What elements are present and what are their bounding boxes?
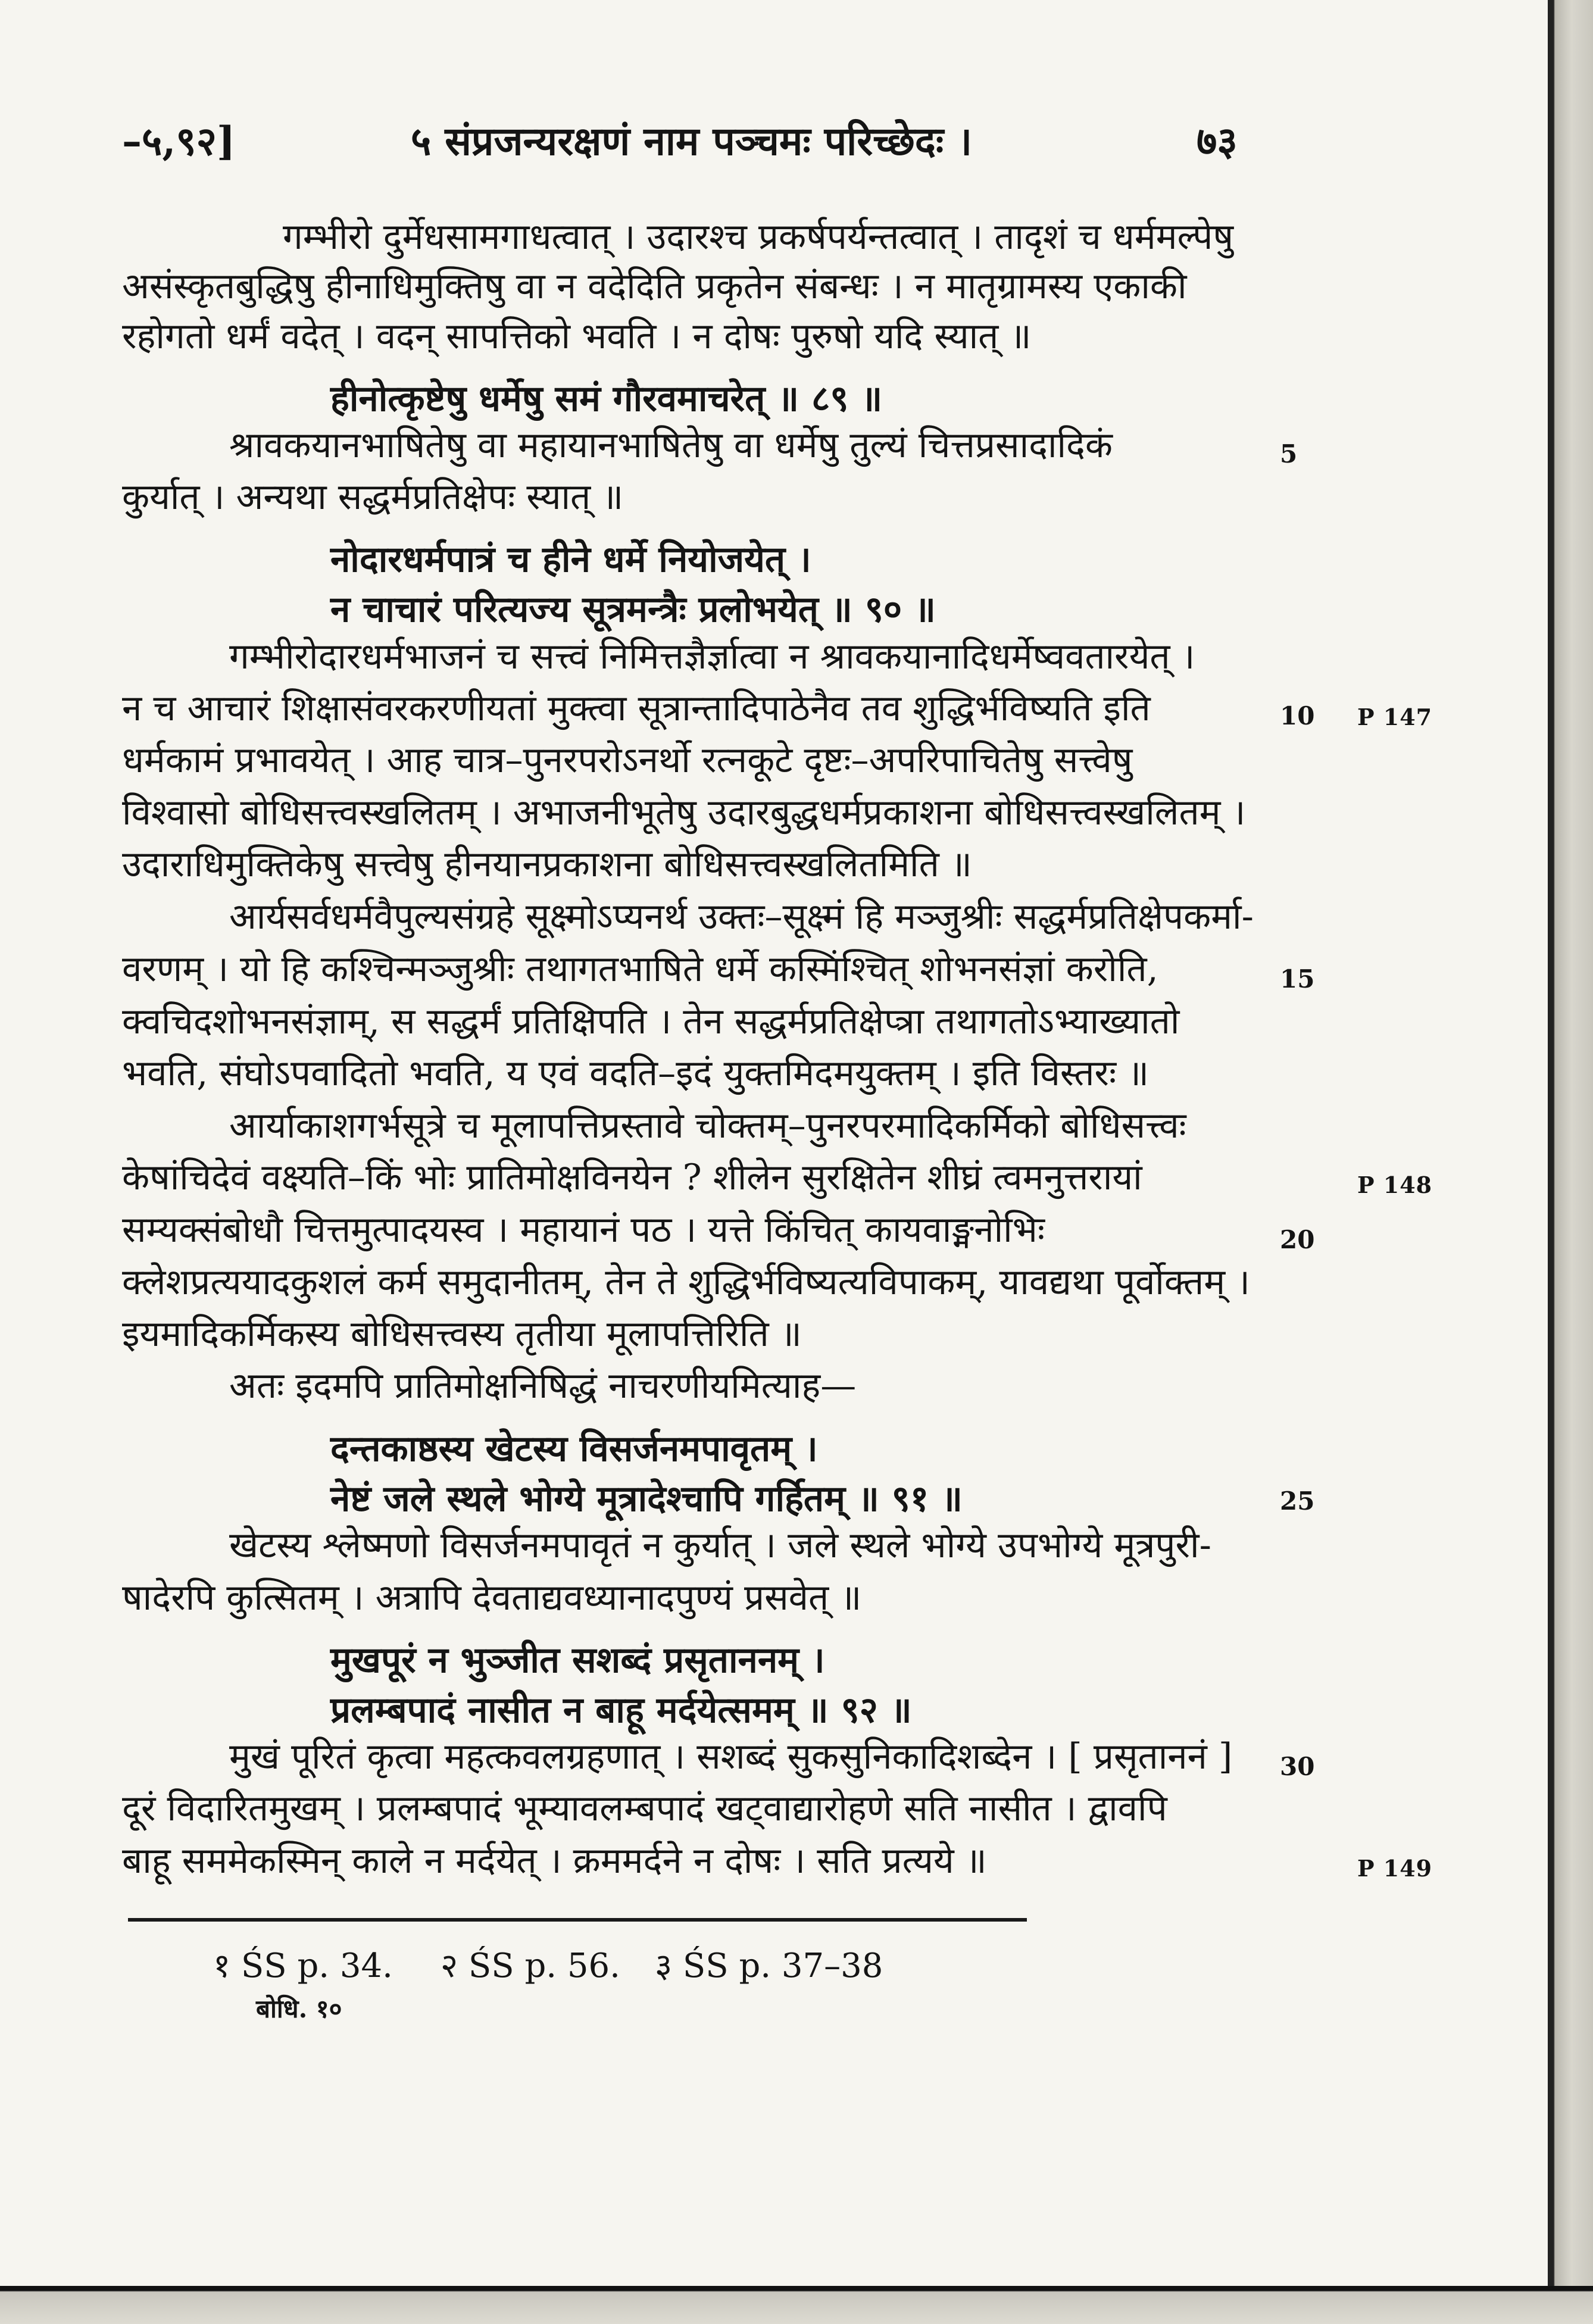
text-line: सम्यक्संबोधौ चित्तमुत्पादयस्व । महायानं पठ । यत्ते किंचित् कायवाङ्मनोभिः	[122, 1209, 1045, 1251]
footnote: २ ŚS p. 56.	[441, 1947, 620, 1985]
text-line: अतः इदमपि प्रातिमोक्षनिषिद्धं नाचरणीयमित्याह—	[229, 1365, 857, 1407]
text-line: क्लेशप्रत्ययादकुशलं कर्म समुदानीतम्, तेन ते शुद्धिर्भविष्यत्यविपाकम्, यावद्यथा पूर्वोक्तम् ।	[122, 1261, 1250, 1303]
line-number: 30	[1280, 1752, 1315, 1781]
text-line: असंस्कृतबुद्धिषु हीनाधिमुक्तिषु वा न वदेदिति प्रकृतेन संबन्धः । न मातृग्रामस्य एकाकी	[122, 265, 1187, 307]
text-line: षादेरपि कुत्सितम् । अत्रापि देवताद्यवध्यानादपुण्यं प्रसवेत् ॥	[122, 1577, 862, 1619]
signature-mark: बोधि. १०	[256, 1994, 342, 2023]
line-number: 10	[1280, 701, 1315, 730]
text-line: क्वचिदशोभनसंज्ञाम्, स सद्धर्मं प्रतिक्षिपति । तेन सद्धर्मप्रतिक्षेप्त्रा तथागतोऽभ्याख्यातो	[122, 1001, 1180, 1042]
text-line: खेटस्य श्लेष्मणो विसर्जनमपावृतं न कुर्यात् । जले स्थले भोग्ये उपभोग्ये मूत्रपुरी-	[229, 1525, 1211, 1566]
footnote: ३ ŚS p. 37–38	[655, 1947, 883, 1985]
text-line: आर्याकाशगर्भसूत्रे च मूलापत्तिप्रस्तावे चोक्तम्–पुनरपरमादिकर्मिको बोधिसत्त्वः	[229, 1105, 1186, 1147]
verse-line: दन्तकाष्ठस्य खेटस्य विसर्जनमपावृतम् ।	[330, 1428, 818, 1470]
page-edge-bottom	[0, 2286, 1593, 2324]
text-line: केषांचिदेवं वक्ष्यति–किं भोः प्रातिमोक्षविनयेन ? शीलेन सुरक्षितेन शीघ्रं त्वमनुत्तरायां	[122, 1157, 1142, 1198]
section-range: –५,९२]	[122, 118, 236, 164]
line-number: 25	[1280, 1486, 1315, 1516]
footnote: १ ŚS p. 34.	[213, 1947, 393, 1985]
verse-line: नेष्टं जले स्थले भोग्ये मूत्रादेश्चापि गर्हितम् ॥ ९१ ॥	[330, 1478, 963, 1520]
text-line: कुर्यात् । अन्यथा सद्धर्मप्रतिक्षेपः स्यात् ॥	[122, 476, 624, 518]
running-title: ५ संप्रजन्यरक्षणं नाम पञ्चमः परिच्छेदः ।	[411, 118, 973, 164]
text-line: उदाराधिमुक्तिकेषु सत्त्वेषु हीनयानप्रकाशना बोधिसत्त्वस्खलितमिति ॥	[122, 844, 972, 885]
verse-line: हीनोत्कृष्टेषु धर्मेषु समं गौरवमाचरेत् ॥ ८९ ॥	[330, 378, 883, 420]
verse-line: नोदारधर्मपात्रं च हीने धर्मे नियोजयेत् ।	[330, 539, 811, 580]
text-line: दूरं विदारितमुखम् । प्रलम्बपादं भूम्यावलम्बपादं खट्वाद्यारोहणे सति नासीत । द्वावपि	[122, 1788, 1167, 1829]
verse-line: न चाचारं परित्यज्य सूत्रमन्त्रैः प्रलोभयेत् ॥ ९० ॥	[330, 589, 936, 630]
text-line: श्रावकयानभाषितेषु वा महायानभाषितेषु वा धर्मेषु तुल्यं चित्तप्रसादादिकं	[229, 424, 1113, 466]
footnote-rule	[128, 1918, 1027, 1922]
text-line: भवति, संघोऽपवादितो भवति, य एवं वदति–इदं युक्तमिदमयुक्तम् । इति विस्तरः ॥	[122, 1052, 1150, 1094]
line-number: 20	[1280, 1225, 1315, 1254]
line-number: 5	[1280, 439, 1298, 468]
text-line: इयमादिकर्मिकस्य बोधिसत्त्वस्य तृतीया मूलापत्तिरिति ॥	[122, 1313, 802, 1355]
text-line: धर्मकामं प्रभावयेत् । आह चात्र–पुनरपरोऽनर्थो रत्नकूटे दृष्टः–अपरिपाचितेषु सत्त्वेषु	[122, 739, 1133, 781]
line-number: 15	[1280, 964, 1315, 994]
text-line: गम्भीरो दुर्मेधसामगाधत्वात् । उदारश्च प्रकर्षपर्यन्तत्वात् । तादृशं च धर्ममल्पेषु	[283, 216, 1234, 258]
page-edge-right	[1548, 0, 1593, 2324]
text-line: बाहू सममेकस्मिन् काले न मर्दयेत् । क्रममर्दने न दोषः । सति प्रत्यये ॥	[122, 1840, 987, 1882]
text-line: विश्वासो बोधिसत्त्वस्खलितम् । अभाजनीभूतेषु उदारबुद्धधर्मप्रकाशना बोधिसत्त्वस्खलितम् ।	[122, 792, 1246, 833]
page-ref: P 147	[1357, 704, 1433, 730]
text-line: आर्यसर्वधर्मवैपुल्यसंग्रहे सूक्ष्मोऽप्यनर्थ उक्तः–सूक्ष्मं हि मञ्जुश्रीः सद्धर्मप्रतिक्षेपकर्मा-	[229, 896, 1254, 938]
text-line: वरणम् । यो हि कश्चिन्मञ्जुश्रीः तथागतभाषिते धर्मे कस्मिंश्चित् शोभनसंज्ञां करोति,	[122, 948, 1158, 990]
text-line: न च आचारं शिक्षासंवरकरणीयतां मुक्त्वा सूत्रान्तादिपाठेनैव तव शुद्धिर्भविष्यति इति	[122, 688, 1151, 729]
page-ref: P 148	[1357, 1172, 1433, 1198]
verse-line: मुखपूरं न भुञ्जीत सशब्दं प्रसृताननम् ।	[330, 1639, 825, 1681]
text-line: गम्भीरोदारधर्मभाजनं च सत्त्वं निमित्तज्ञैर्ज्ञात्वा न श्रावकयानादिधर्मेष्ववतारयेत् ।	[229, 636, 1195, 677]
text-line: मुखं पूरितं कृत्वा महत्कवलग्रहणात् । सशब्दं सुकसुनिकादिशब्देन । [ प्रसृताननं ]	[229, 1736, 1233, 1778]
verse-line: प्रलम्बपादं नासीत न बाहू मर्दयेत्समम् ॥ ९२ ॥	[330, 1689, 912, 1731]
page-number: ७३	[1197, 118, 1238, 164]
text-line: रहोगतो धर्मं वदेत् । वदन् सापत्तिको भवति । न दोषः पुरुषो यदि स्यात् ॥	[122, 316, 1032, 357]
page-ref: P 149	[1357, 1855, 1433, 1882]
